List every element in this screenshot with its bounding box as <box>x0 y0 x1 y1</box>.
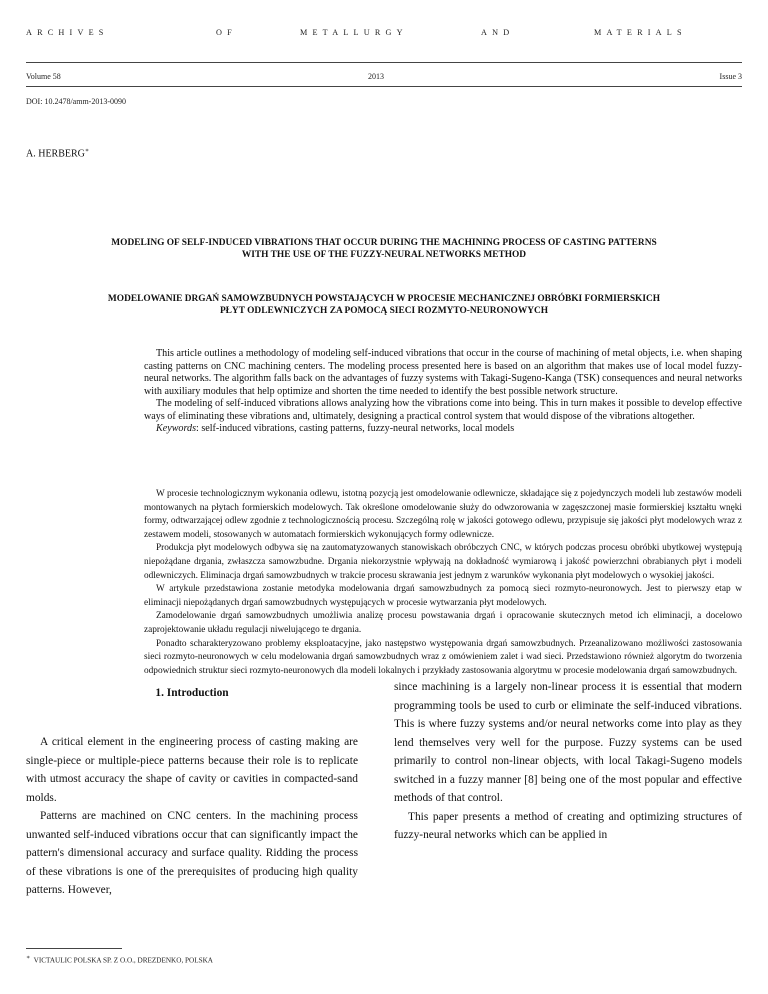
author-affiliation-mark: ∗ <box>84 148 89 154</box>
right-column <box>394 678 742 845</box>
streszczenie-paragraph: Zamodelowanie drgań samowzbudnych umożliwia analizę procesu powstawania drgań i opracowanie skutecznych metod ich eliminacji, a docelowo zaprojektowanie układu regulacji niwelującego te drgania. <box>144 611 742 635</box>
title-english-line-1: MODELING OF SELF-INDUCED VIBRATIONS THAT OCCUR DURING THE MACHINING PROCESS OF CASTING PATTERNS <box>111 238 657 248</box>
footnote-rule <box>26 948 122 949</box>
header-rule-bottom <box>26 86 742 87</box>
body-paragraph: This paper presents a method of creating and optimizing structures of fuzzy-neural networks which can be applied in <box>394 810 742 841</box>
streszczenie <box>144 488 742 678</box>
title-english <box>40 237 728 261</box>
header-rule-top <box>26 62 742 63</box>
journal-word-and: AND <box>481 28 515 37</box>
streszczenie-paragraph: W artykule przedstawiona zostanie metodyka modelowania drgań samowzbudnych za pomocą sieci rozmyto-neuronowych. Jest to pierwszy etap w eliminacji niepożądanych drgań samowzbudnych występujących w procesie wytwarzania płyt modelowych. <box>144 584 742 608</box>
author-name: A. HERBERG <box>26 148 85 160</box>
streszczenie-paragraph: Ponadto scharakteryzowano problemy eksploatacyjne, jako następstwo występowania drgań samowzbudnych. Przeanalizowano możliwości zastosowania sieci rozmyto-neuronowych w celu modelowania drgań samowzbudnych wraz z omówieniem zalet i wad sieci. Przedstawiono również algorytm do tworzenia odpowiednich struktur sieci rozmyto-neuronowych dla modeli lokalnych i przykłady zastosowania algorytmu w procesie modelowania drgań samowzbudnych. <box>144 638 742 676</box>
keywords-list: : self-induced vibrations, casting patterns, fuzzy-neural networks, local models <box>196 423 515 434</box>
keywords <box>144 423 742 436</box>
body-paragraph: Patterns are machined on CNC centers. In the machining process unwanted self-induced vibrations occur that can significantly impact the pattern's dimensional accuracy and surface quality. Ridding the process of these vibrations is one of the prerequisites of producing high quality patterns. However, <box>26 810 358 896</box>
body-paragraph: A critical element in the engineering process of casting making are single-piece or multiple-piece patterns because their role is to replicate with utmost accuracy the shape of cavity or cavities in compacted-sand molds. <box>26 736 358 804</box>
year-label: 2013 <box>368 72 384 81</box>
volume-label: Volume 58 <box>26 72 61 81</box>
journal-word-of: OF <box>216 28 237 37</box>
abstract-paragraph: This article outlines a methodology of modeling self-induced vibrations that occur in the course of machining of metal objects, i.e. when shaping casting patterns on CNC machining centers. The modeling process presented here is based on an algorithm that makes use of local model fuzzy-neural networks. The algorithm falls back on the advantages of fuzzy systems with Takagi-Sugeno-Kanga (TSK) consequences and neural networks with auxiliary modules that help optimize and shorten the time needed to identify the best possible network structure. <box>144 348 742 397</box>
title-polish-line-1: MODELOWANIE DRGAŃ SAMOWZBUDNYCH POWSTAJĄCYCH W PROCESIE MECHANICZNEJ OBRÓBKI FORMIERSKICH <box>107 294 661 304</box>
keywords-label: Keywords <box>156 423 197 434</box>
issue-label: Issue 3 <box>719 72 742 81</box>
title-english-line-2: WITH THE USE OF THE FUZZY-NEURAL NETWORKS METHOD <box>241 250 527 260</box>
streszczenie-paragraph: Produkcja płyt modelowych odbywa się na zautomatyzowanych stanowiskach obróbczych CNC, w których podczas procesu obróbki ubytkowej występują niepożądane drgania, zwłaszcza samowzbudne. Drgania niekorzystnie wpływają na dokładność wymiarową i jakość powierzchni obrabianych płyt i modeli odlewniczych. Eliminacja drgań samowzbudnych w trakcie procesu skrawania jest jednym z warunków wykonania płyt modelowych o wysokiej jakości. <box>144 543 742 581</box>
journal-word-materials: MATERIALS <box>594 28 687 37</box>
section-heading: 1. Introduction <box>155 687 229 699</box>
journal-word-metallurgy: METALLURGY <box>300 28 408 37</box>
journal-word-archives: ARCHIVES <box>26 28 109 37</box>
doi: DOI: 10.2478/amm-2013-0090 <box>26 97 126 106</box>
author <box>26 147 89 159</box>
abstract-paragraph: The modeling of self-induced vibrations allows analyzing how the vibrations come into being. This in turn makes it possible to develop effective ways of eliminating these vibrations and, ultimately, designing a practical control system that would dispose of the vibrations altogether. <box>144 398 742 422</box>
footnote-text: VICTAULIC POLSKA SP. Z O.O., DREZDENKO, POLSKA <box>33 956 213 965</box>
body-paragraph: since machining is a largely non-linear process it is essential that modern programming tools be used to curb or eliminate the self-induced vibrations. This is where fuzzy systems and/or neural networks come into play as they lend themselves very well for the purpose. Fuzzy systems can be used primarily to control non-linear objects, with local Takagi-Sugeno models switched in a fuzzy manner [8] being one of the most popular and effective methods of that control. <box>394 681 742 804</box>
footnote-mark: ∗ <box>26 955 31 961</box>
title-polish <box>40 293 728 317</box>
left-column <box>26 733 358 900</box>
title-polish-line-2: PŁYT ODLEWNICZYCH ZA POMOCĄ SIECI ROZMYTO-NEURONOWYCH <box>219 306 549 316</box>
footnote <box>26 954 213 964</box>
abstract <box>144 348 742 436</box>
streszczenie-paragraph: W procesie technologicznym wykonania odlewu, istotną pozycją jest omodelowanie odlewnicze, składające się z pojedynczych modeli lub zestawów modeli montowanych na płytach formierskich modelowych. Tak określone omodelowanie służy do odwzorowania w zagęszczonej masie formierskiej kształtu wnęki formy, odtwarzającej odlew zgodnie z technologicznością procesu. Szczególną rolę w jakości gotowego odlewu, przypisuje się jakości płyt modelowych wraz z zestawem modeli, stosowanych w automatach formierskich wykonujących formy odlewnicze. <box>144 489 742 540</box>
